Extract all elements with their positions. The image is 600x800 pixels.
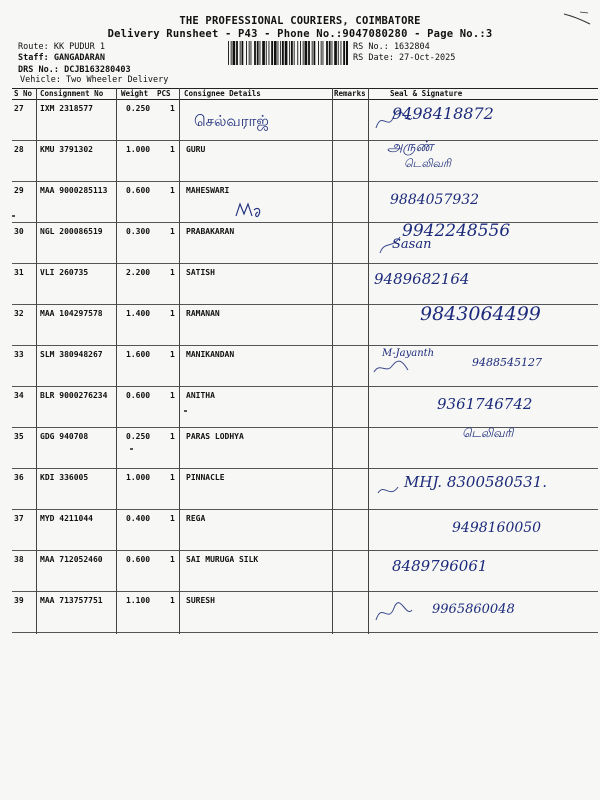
- table-row: [12, 182, 598, 223]
- row-weight: 2.200: [126, 268, 151, 277]
- scan-speck: [130, 448, 133, 450]
- rs-date: RS Date: 27-Oct-2025: [353, 53, 456, 63]
- row-pcs: 1: [170, 186, 175, 195]
- table-row: [12, 141, 598, 182]
- col-header-sno: S No: [14, 89, 33, 98]
- row-sno: 39: [14, 596, 24, 605]
- signature-scribble: [372, 598, 432, 628]
- signature-scribble: [372, 516, 432, 546]
- row-pcs: 1: [170, 227, 175, 236]
- handwritten-signature: 8489796061: [392, 557, 488, 575]
- handwritten-signature: 9942248556: [402, 221, 511, 241]
- row-consignee-name: SAI MURUGA SILK: [186, 555, 259, 564]
- row-weight: 1.000: [126, 145, 151, 154]
- row-weight: 1.600: [126, 350, 151, 359]
- signature-scribble: [372, 393, 432, 423]
- staff-label: Staff:: [18, 53, 49, 63]
- handwritten-signature-extra: 9488545127: [472, 356, 542, 369]
- row-consignee-name: MAHESWARI: [186, 186, 230, 195]
- col-header-weight: Weight: [121, 89, 149, 98]
- row-pcs: 1: [170, 104, 175, 113]
- staff-name: GANGADARAN: [53, 53, 106, 63]
- row-sno: 38: [14, 555, 24, 564]
- col-divider: [179, 88, 180, 634]
- rs-number: RS No.: 1632804: [353, 42, 430, 52]
- row-weight: 0.400: [126, 514, 151, 523]
- row-consignment-no: VLI 260735: [40, 268, 89, 277]
- row-consignee-name: REGA: [186, 514, 206, 523]
- row-sno: 33: [14, 350, 24, 359]
- row-sno: 32: [14, 309, 24, 318]
- handwritten-signature: M-Jayanth: [382, 348, 435, 359]
- row-pcs: 1: [170, 473, 175, 482]
- col-divider: [36, 88, 37, 634]
- scan-speck: [12, 215, 15, 217]
- handwritten-signature: 9965860048: [432, 602, 515, 617]
- row-weight: 1.000: [126, 473, 151, 482]
- row-consignment-no: GDG 940708: [40, 432, 89, 441]
- col-divider: [116, 88, 117, 634]
- row-pcs: 1: [170, 596, 175, 605]
- table-row: [12, 223, 598, 264]
- company-title: THE PROFESSIONAL COURIERS, COIMBATORE: [179, 15, 421, 27]
- table-row: [12, 346, 598, 387]
- handwritten-signature: 9843064499: [420, 303, 541, 325]
- runsheet-subtitle: Delivery Runsheet - P43 - Phone No.:9047080280 - Page No.:3: [107, 28, 493, 40]
- row-sno: 35: [14, 432, 24, 441]
- row-weight: 1.400: [126, 309, 151, 318]
- handwritten-signature: 9884057932: [390, 192, 480, 208]
- row-sno: 30: [14, 227, 24, 236]
- row-consignment-no: NGL 200086519: [40, 227, 103, 236]
- row-consignee-name: RAMANAN: [186, 309, 220, 318]
- signature-scribble: [372, 311, 432, 341]
- row-consignee-name: PINNACLE: [186, 473, 225, 482]
- row-weight: 1.100: [126, 596, 151, 605]
- staff-line: [18, 53, 105, 63]
- row-pcs: 1: [170, 145, 175, 154]
- handwritten-signature-extra: Sasan: [392, 237, 432, 252]
- row-consignment-no: KMU 3791302: [40, 145, 93, 154]
- col-divider: [368, 88, 369, 634]
- handwritten-signature: 9489682164: [374, 270, 470, 288]
- handwritten-signature: 9498160050: [452, 520, 542, 536]
- signature-scribble: [372, 229, 432, 259]
- row-consignment-no: SLM 380948267: [40, 350, 103, 359]
- signature-scribble: [372, 475, 432, 505]
- drs-number: DCJB163280403: [64, 65, 131, 75]
- row-pcs: 1: [170, 555, 175, 564]
- row-sno: 28: [14, 145, 24, 154]
- row-pcs: 1: [170, 350, 175, 359]
- table-row: [12, 428, 598, 469]
- row-consignee-name: ANITHA: [186, 391, 215, 400]
- row-consignee-name: SURESH: [186, 596, 215, 605]
- row-consignee-name: PARAS LODHYA: [186, 432, 244, 441]
- col-header-consignee: Consignee Details: [184, 89, 261, 98]
- table-row: [12, 100, 598, 141]
- handwritten-initials-mark: [234, 200, 264, 220]
- col-header-seal: Seal & Signature: [390, 89, 463, 98]
- row-consignment-no: MAA 104297578: [40, 309, 103, 318]
- drs-line: [18, 65, 131, 75]
- handwritten-signature: டெலிவரி: [462, 426, 514, 440]
- row-weight: 0.600: [126, 391, 151, 400]
- col-divider: [332, 88, 333, 634]
- row-pcs: 1: [170, 514, 175, 523]
- row-weight: 0.250: [126, 432, 151, 441]
- drs-label: DRS No.:: [18, 65, 59, 75]
- handwritten-signature: அருண்: [387, 139, 434, 155]
- row-consignment-no: MYD 4211044: [40, 514, 93, 523]
- row-pcs: 1: [170, 309, 175, 318]
- scan-speck: [184, 410, 187, 412]
- row-sno: 34: [14, 391, 24, 400]
- row-pcs: 1: [170, 268, 175, 277]
- row-consignee-name: PRABAKARAN: [186, 227, 235, 236]
- row-consignment-no: KDI 336005: [40, 473, 89, 482]
- row-weight: 0.250: [126, 104, 151, 113]
- signature-scribble: [372, 352, 432, 382]
- row-weight: 0.300: [126, 227, 151, 236]
- row-weight: 0.600: [126, 555, 151, 564]
- row-consignment-no: MAA 9000285113: [40, 186, 108, 195]
- drs-barcode: [228, 41, 348, 65]
- row-pcs: 1: [170, 391, 175, 400]
- row-sno: 36: [14, 473, 24, 482]
- row-consignee-name: MANIKANDAN: [186, 350, 235, 359]
- signature-scribble: [372, 434, 432, 464]
- row-sno: 37: [14, 514, 24, 523]
- row-consignee-name: SATISH: [186, 268, 215, 277]
- row-consignment-no: MAA 713757751: [40, 596, 103, 605]
- signature-scribble: [372, 188, 432, 218]
- signature-scribble: [372, 147, 432, 177]
- table-row: [12, 592, 598, 633]
- table-row: [12, 469, 598, 510]
- vehicle-label: Vehicle: Two Wheeler Delivery: [20, 75, 169, 85]
- row-divider: [12, 632, 598, 633]
- table-row: [12, 305, 598, 346]
- handwritten-consignee-name: செல்வராஜ்: [194, 112, 269, 130]
- table-row: [12, 387, 598, 428]
- row-sno: 31: [14, 268, 24, 277]
- row-consignment-no: IXM 2318577: [40, 104, 93, 113]
- signature-scribble: [372, 557, 432, 587]
- handwritten-signature-extra: டெலிவரி: [404, 157, 451, 170]
- route-label: Route: KK PUDUR 1: [18, 42, 105, 52]
- signature-scribble: [372, 106, 432, 136]
- table-row: [12, 510, 598, 551]
- col-header-consignment: Consignment No: [40, 89, 104, 98]
- table-row: [12, 551, 598, 592]
- handwritten-signature: MHJ. 8300580531.: [404, 473, 548, 491]
- handwritten-signature: 9498418872: [392, 104, 494, 123]
- row-weight: 0.600: [126, 186, 151, 195]
- signature-scribble: [372, 270, 432, 300]
- handwritten-signature: 9361746742: [437, 395, 533, 413]
- row-consignee-name: GURU: [186, 145, 206, 154]
- row-sno: 29: [14, 186, 24, 195]
- col-header-remarks: Remarks: [334, 89, 366, 98]
- row-consignment-no: BLR 9000276234: [40, 391, 108, 400]
- row-consignment-no: MAA 712052460: [40, 555, 103, 564]
- row-pcs: 1: [170, 432, 175, 441]
- row-sno: 27: [14, 104, 24, 113]
- col-header-pcs: PCS: [157, 89, 171, 98]
- table-row: [12, 264, 598, 305]
